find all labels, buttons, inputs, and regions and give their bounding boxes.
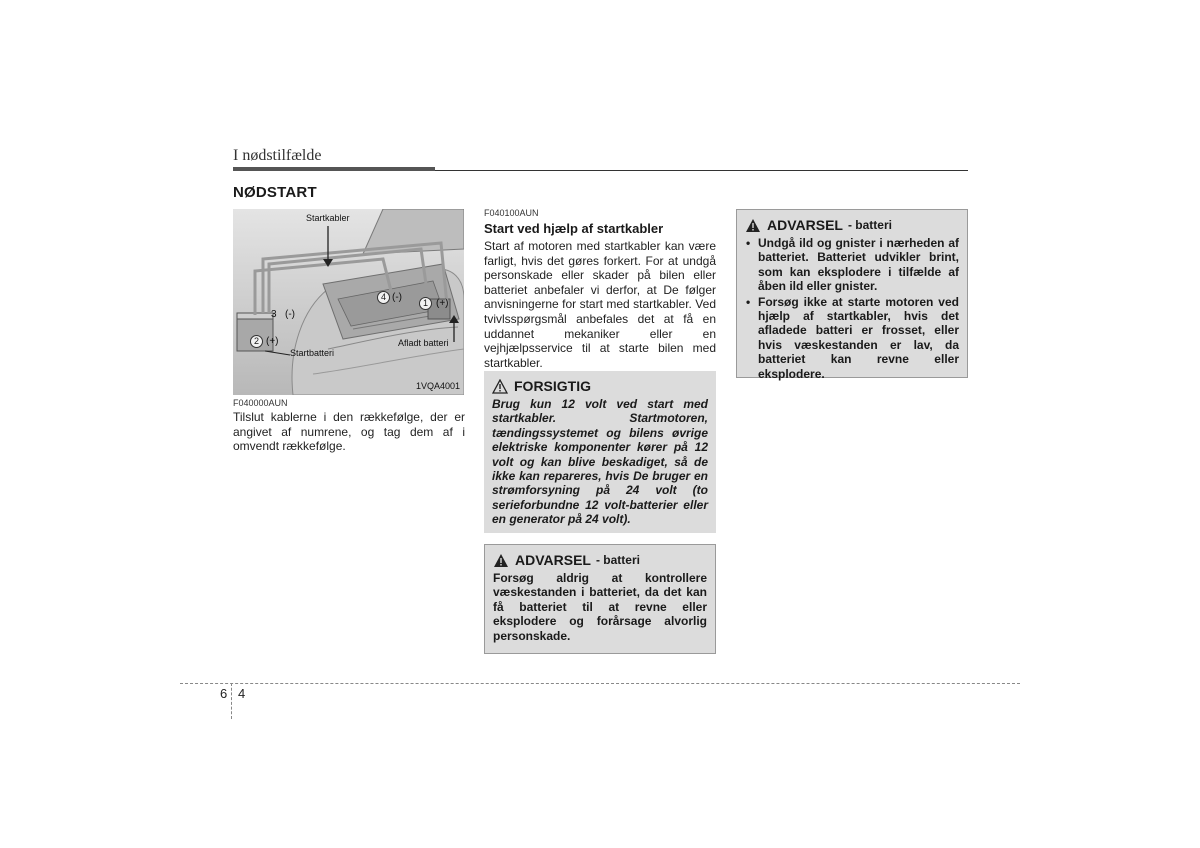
page-number: 4 <box>238 686 246 701</box>
caution-title: FORSIGTIG <box>514 378 591 394</box>
marker-3: 3 <box>271 309 277 320</box>
warning-box-middle <box>484 544 716 654</box>
marker-2: 2 <box>250 335 263 348</box>
header-rule <box>435 170 968 171</box>
warning-title: ADVARSEL <box>515 552 591 568</box>
footer-divider <box>231 683 232 719</box>
chapter-number: 6 <box>220 686 228 701</box>
warning-item: • Undgå ild og gnister i nærheden af batteriet. Batteriet udvikler brint, som kan eksplodere i tilfælde af åben ild eller gnister. <box>745 236 959 294</box>
marker-4-sign: (-) <box>392 292 402 303</box>
label-startbatteri: Startbatteri <box>290 348 335 358</box>
figure-id: 1VQA4001 <box>415 381 460 391</box>
label-afladt-batteri: Afladt batteri <box>398 338 449 348</box>
page-heading: NØDSTART <box>233 184 317 201</box>
label-startkabler: Startkabler <box>306 213 350 223</box>
caution-box <box>484 371 716 533</box>
intro-text: Start af motoren med startkabler kan være farligt, hvis det gøres forkert. For at undgå personskade eller skader på bilen eller batteriet anbefaler vi derfor, at De følger anvisningerne for start med startkabler. Ved tvivlsspørgsmål anbefales det at få en uddannet mekaniker eller en vejhjælpsservice til at starte bilen med startkabler. <box>484 239 716 370</box>
figure-code: F040000AUN <box>233 398 288 408</box>
warning-title: ADVARSEL <box>767 217 843 233</box>
warning-box-right <box>736 209 968 381</box>
marker-1: 1 <box>419 297 432 310</box>
warning-subtitle: - batteri <box>595 553 640 567</box>
marker-1-sign: (+) <box>436 298 449 309</box>
warning-list <box>745 236 959 381</box>
marker-2-sign: (+) <box>266 336 279 347</box>
header-bar <box>233 167 435 171</box>
warning-subtitle: - batteri <box>847 218 892 232</box>
warning-item: • Forsøg ikke at starte motoren ved hjælp af startkabler, hvis det afladede batteri er frosset, eller hvis væskestanden er lav, da batteriet kan revne eller eksplodere. <box>745 295 959 381</box>
marker-3-sign: (-) <box>285 309 295 320</box>
caution-text: Brug kun 12 volt ved start med startkabler. Startmotoren, tændingssystemet og bilens øvrige elektriske komponenter kører på 12 volt og kan blive beskadiget, så de ikke kan repareres, hvis De bruger en strømforsyning på 24 volt (to serieforbundne 12 volt-batterier eller en generator på 24 volt). <box>492 397 708 527</box>
marker-4: 4 <box>377 291 390 304</box>
subsection-heading: Start ved hjælp af startkabler <box>484 221 664 236</box>
jump-start-figure <box>233 209 464 395</box>
caution-triangle-icon <box>492 379 508 394</box>
warning-text: Forsøg aldrig at kontrollere væskestanden i batteriet, da det kan få batteriet til at revne eller eksplodere og forårsage alvorlig personskade. <box>493 571 707 643</box>
warning-triangle-icon <box>745 218 761 233</box>
warning-triangle-icon <box>493 553 509 568</box>
section-code: F040100AUN <box>484 208 539 218</box>
footer-rule <box>180 683 1020 684</box>
section-title: I nødstilfælde <box>233 147 322 164</box>
figure-caption-text: Tilslut kablerne i den rækkefølge, der er angivet af numrene, og tag dem af i omvendt rækkefølge. <box>233 410 465 454</box>
